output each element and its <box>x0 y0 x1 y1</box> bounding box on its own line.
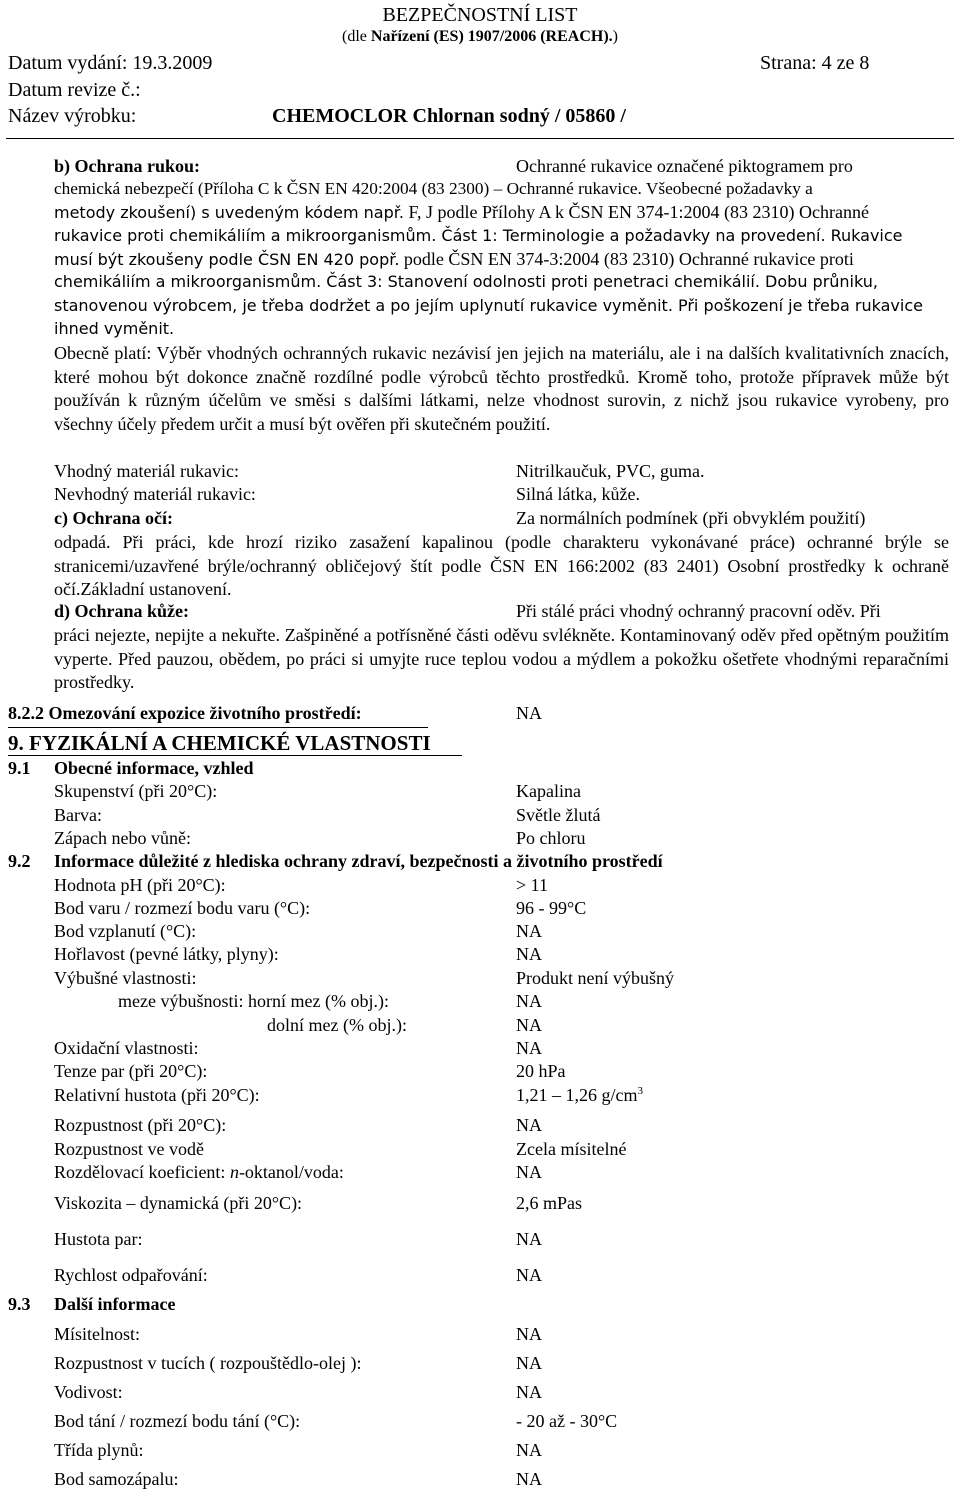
property-value: 1,21 – 1,26 $g/cm^3$ <box>516 1085 643 1105</box>
hand-line-2: chemická nebezpečí (Příloha C k ČSN EN 420:2004 (83 2300) – Ochranné rukavice. Všeobecné požadavky a <box>54 179 813 198</box>
product-label: Název výrobku: <box>8 105 137 127</box>
property-value: Zcela mísitelné <box>516 1139 627 1159</box>
section-9-underline <box>8 755 462 756</box>
section-9-1-title: Obecné informace, vzhled <box>54 758 254 778</box>
property-value: NA <box>516 1038 542 1058</box>
unsuitable-material-value: Silná látka, kůže. <box>516 484 640 504</box>
hand-protection-label: b) Ochrana rukou: <box>54 156 201 176</box>
property-label: Výbušné vlastnosti: <box>54 968 197 988</box>
issue-date: Datum vydání: 19.3.2009 <box>8 52 213 74</box>
property-value: NA <box>516 1324 542 1344</box>
property-value: Po chloru <box>516 828 586 848</box>
property-value: 96 - 99°C <box>516 898 587 918</box>
property-value: Produkt není výbušný <box>516 968 675 988</box>
product-name: CHEMOCLOR Chlornan sodný / 05860 / <box>272 105 626 127</box>
suitable-material-value: Nitrilkaučuk, PVC, guma. <box>516 461 705 481</box>
property-value: NA <box>516 1353 542 1373</box>
property-label: Bod vzplanutí (°C): <box>54 921 197 941</box>
skin-protection-paragraph: práci nejezte, nepijte a nekuřte. Zašpiněné a potřísněné části oděvu svlékněte. Kontaminovaný oděv před opětným použitím vyperte. Před pauzou, obědem, po práci si umyjte ruce teplou vodou a mýdlem a pokožku ošetřete vhodnými reparačními prostředky. <box>54 625 949 692</box>
superscript: 3 <box>637 1085 643 1097</box>
property-label: Vodivost: <box>54 1382 123 1402</box>
property-value: NA <box>516 1469 542 1489</box>
property-label: Rozpustnost (při 20°C): <box>54 1115 227 1135</box>
suitable-material-label: Vhodný materiál rukavic: <box>54 461 239 481</box>
property-label: Bod samozápalu: <box>54 1469 179 1489</box>
env-exposure-value: NA <box>516 703 542 723</box>
property-label: Skupenství (při 20°C): <box>54 781 218 801</box>
property-label: Rychlost odpařování: <box>54 1265 208 1285</box>
property-value: NA <box>516 1265 542 1285</box>
property-value: NA <box>516 991 542 1011</box>
property-label: Bod tání / rozmezí bodu tání (°C): <box>54 1411 301 1431</box>
property-value: 20 hPa <box>516 1061 566 1081</box>
property-value: Kapalina <box>516 781 581 801</box>
property-label: Rozpustnost v tucích ( rozpouštědlo-olej ): <box>54 1353 362 1373</box>
env-exposure-underline <box>8 727 428 728</box>
hand-line-6: chemikáliím a mikroorganismům. Část 3: Stanovení odolnosti proti penetraci chemikálií. Dobu průniku, <box>54 272 878 291</box>
section-9-3-number: 9.3 <box>8 1294 31 1314</box>
property-label: dolní mez (% obj.): <box>267 1015 407 1035</box>
env-exposure-label: 8.2.2 Omezování expozice životního prostředí: <box>8 703 362 723</box>
property-label: Barva: <box>54 805 102 825</box>
gloves-general-paragraph: Obecně platí: Výběr vhodných ochranných rukavic nezávisí jen jejich na materiálu, ale i na dalších kvalitativních znacích, které mohou být dokonce značně rozdílné podle výrobců těchto prostředků. Kromě toho, protože přípravek může být používán k různým účelům ve směsi s dalšími látkami, nelze vhodnost surovin, z nichž jsou rukavice vyrobeny, pro všechny účely předem určit a musí být ověřen při skutečném použití. <box>54 343 949 434</box>
property-value: - 20 až - 30°C <box>516 1411 618 1431</box>
skin-protection-value: Při stálé práci vhodný ochranný pracovní oděv. Při <box>516 601 881 621</box>
hand-line-3: metody zkoušení) s uvedeným kódem např. F, J podle Přílohy A k ČSN EN 374-1:2004 (83 2310) Ochranné <box>54 202 869 222</box>
property-label: Hodnota pH (při 20°C): <box>54 875 226 895</box>
property-value: 2,6 mPas <box>516 1193 583 1213</box>
hand-line-7: stanovenou výrobcem, je třeba dodržet a po jejím uplynutí rukavice vyměnit. Při poškození je třeba rukavice <box>54 296 923 315</box>
property-value: > 11 <box>516 875 548 895</box>
unsuitable-material-label: Nevhodný materiál rukavic: <box>54 484 256 504</box>
property-label: Viskozita – dynamická (při 20°C): <box>54 1193 303 1213</box>
section-9-1-number: 9.1 <box>8 758 31 778</box>
property-label: Třída plynů: <box>54 1440 144 1460</box>
header-divider <box>6 138 954 139</box>
property-value: NA <box>516 921 542 941</box>
property-label: Hustota par: <box>54 1229 143 1249</box>
property-value: NA <box>516 1115 542 1135</box>
property-label: Rozdělovací koeficient: n-oktanol/voda: <box>54 1162 344 1182</box>
hand-line-5: musí být zkoušeny podle ČSN EN 420 popř. podle ČSN EN 374-3:2004 (83 2310) Ochranné rukavice proti <box>54 249 854 269</box>
hand-protection-value: Ochranné rukavice označené piktogramem pro <box>516 156 853 176</box>
property-value: NA <box>516 1382 542 1402</box>
property-value: NA <box>516 1229 542 1249</box>
property-label: Zápach nebo vůně: <box>54 828 191 848</box>
document-title: BEZPEČNOSTNÍ LIST <box>382 4 578 26</box>
property-label: Mísitelnost: <box>54 1324 141 1344</box>
property-label: Relativní hustota (při 20°C): <box>54 1085 260 1105</box>
property-value: NA <box>516 944 542 964</box>
section-9-2-title: Informace důležité z hlediska ochrany zdraví, bezpečnosti a životního prostředí <box>54 851 663 871</box>
property-value: Světle žlutá <box>516 805 601 825</box>
property-value: NA <box>516 1440 542 1460</box>
regulation-line: (dle Nařízení (ES) 1907/2006 (REACH).) <box>342 28 618 45</box>
property-value: NA <box>516 1162 542 1182</box>
hand-line-4: rukavice proti chemikáliím a mikroorganismům. Část 1: Terminologie a požadavky na provedení. Rukavice <box>54 226 903 245</box>
property-label: Oxidační vlastnosti: <box>54 1038 199 1058</box>
eye-protection-label: c) Ochrana očí: <box>54 508 173 528</box>
property-label: Rozpustnost ve vodě <box>54 1139 204 1159</box>
section-9-3-title: Další informace <box>54 1294 176 1314</box>
property-label: meze výbušnosti: horní mez (% obj.): <box>118 991 389 1011</box>
hand-line-8: ihned vyměnit. <box>54 319 175 338</box>
property-label: Hořlavost (pevné látky, plyny): <box>54 944 279 964</box>
revision-label: Datum revize č.: <box>8 79 141 101</box>
page-number: Strana: 4 ze 8 <box>760 52 870 74</box>
section-9-title: 9. FYZIKÁLNÍ A CHEMICKÉ VLASTNOSTI <box>8 731 431 755</box>
property-label: Tenze par (při 20°C): <box>54 1061 208 1081</box>
property-label: Bod varu / rozmezí bodu varu (°C): <box>54 898 311 918</box>
property-value: NA <box>516 1015 542 1035</box>
skin-protection-label: d) Ochrana kůže: <box>54 601 189 621</box>
section-9-2-number: 9.2 <box>8 851 31 871</box>
eye-protection-value: Za normálních podmínek (při obvyklém použití) <box>516 508 866 528</box>
eye-protection-paragraph: odpadá. Při práci, kde hrozí riziko zasažení kapalinou (podle charakteru vykonávané práce) ochranné brýle se stranicemi/uzavřené brýle/ochranný obličejový štít podle ČSN EN 166:2002 (83 2401) Osobní prostředky k ochraně očí.Základní ustanovení. <box>54 532 949 599</box>
